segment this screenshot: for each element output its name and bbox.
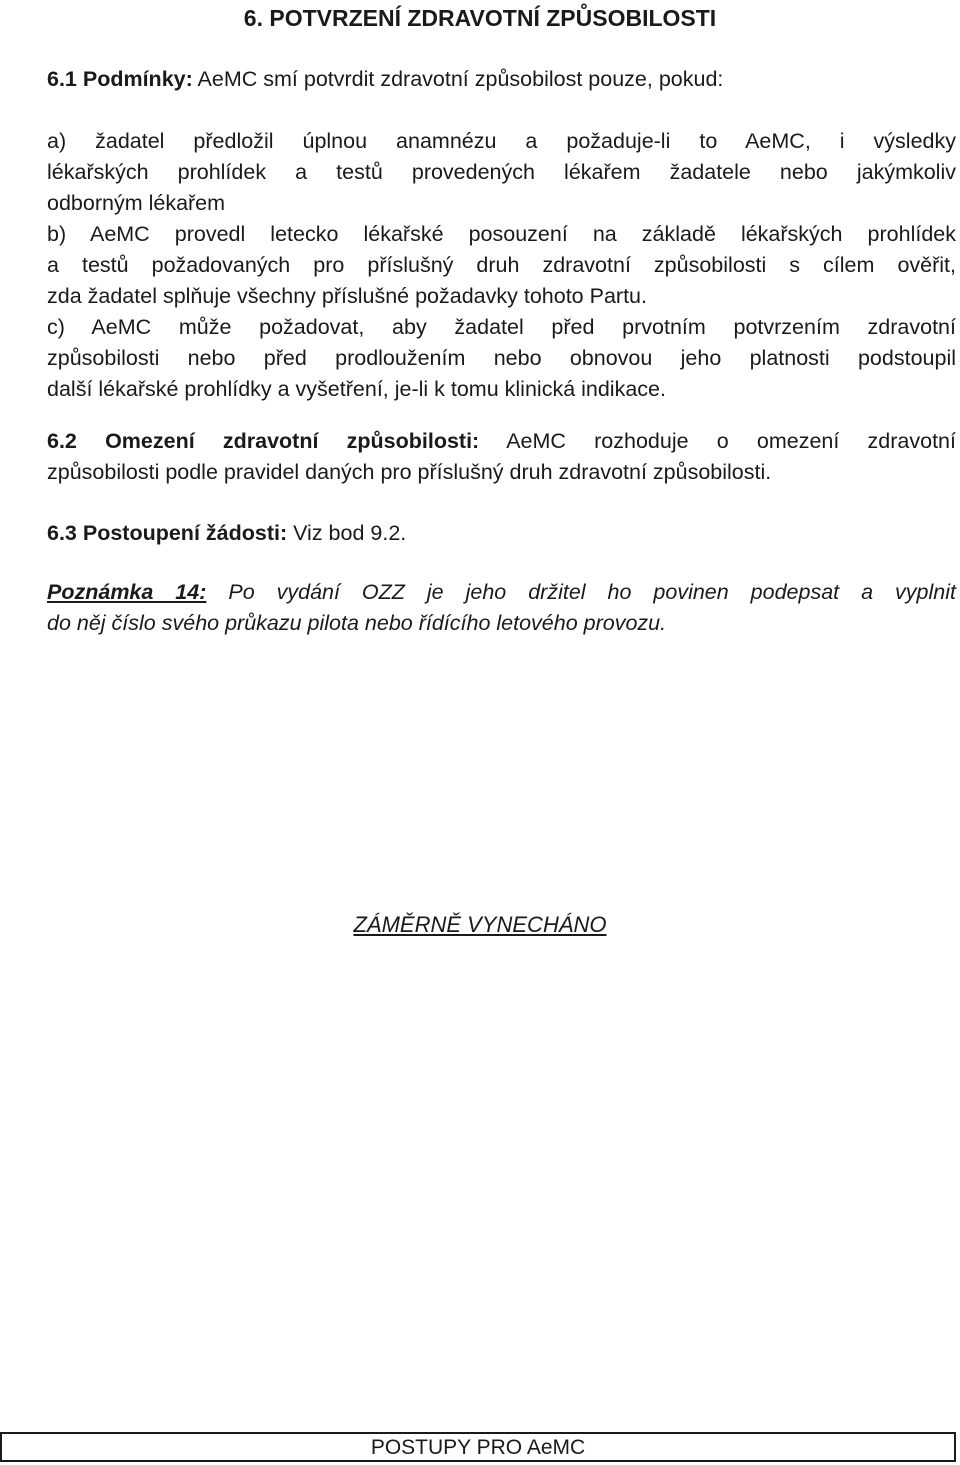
section-6-1-label: 6.1 Podmínky:	[47, 67, 193, 91]
section-6-2-label: 6.2 Omezení zdravotní způsobilosti:	[47, 429, 480, 453]
section-6-1-conditions	[47, 126, 956, 405]
page-footer: POSTUPY PRO AeMC	[0, 1432, 956, 1462]
paragraph-line: odborným lékařem	[47, 191, 226, 215]
intentionally-omitted-text: ZÁMĚRNĚ VYNECHÁNO	[353, 912, 607, 937]
section-6-3-text: Viz bod 9.2.	[287, 521, 407, 545]
paragraph-line: b) AeMC provedl letecko lékařské posouzení na základě lékařských prohlídek	[47, 222, 956, 246]
note-14-label: Poznámka 14:	[47, 580, 207, 604]
paragraph-line: zda žadatel splňuje všechny příslušné požadavky tohoto Partu.	[47, 284, 647, 308]
section-6-2-text: AeMC rozhoduje o omezení zdravotní	[479, 429, 956, 453]
paragraph-line: způsobilosti nebo před prodloužením nebo obnovou jeho platnosti podstoupil	[47, 346, 956, 370]
paragraph-line: a testů požadovaných pro příslušný druh zdravotní způsobilosti s cílem ověřit,	[47, 253, 956, 277]
section-6-1-heading	[47, 64, 956, 95]
paragraph-line: a) žadatel předložil úplnou anamnézu a požaduje-li to AeMC, i výsledky	[47, 129, 956, 153]
paragraph-line: lékařských prohlídek a testů provedených lékařem žadatele nebo jakýmkoliv	[47, 160, 956, 184]
paragraph-line: c) AeMC může požadovat, aby žadatel před prvotním potvrzením zdravotní	[47, 315, 956, 339]
note-14-text: Po vydání OZZ je jeho držitel ho povinen podepsat a vyplnit	[206, 580, 956, 604]
note-14-text-cont: do něj číslo svého průkazu pilota nebo řídícího letového provozu.	[47, 611, 667, 635]
section-6-3-label: 6.3 Postoupení žádosti:	[47, 521, 288, 545]
section-6-2-text-cont: způsobilosti podle pravidel daných pro příslušný druh zdravotní způsobilosti.	[47, 460, 772, 484]
section-6-3	[47, 518, 956, 549]
note-14	[47, 577, 956, 639]
page-title: 6. POTVRZENÍ ZDRAVOTNÍ ZPŮSOBILOSTI	[243, 5, 717, 31]
paragraph-line: další lékařské prohlídky a vyšetření, je-li k tomu klinická indikace.	[47, 377, 666, 401]
section-6-2	[47, 426, 956, 488]
section-6-1-heading-text: AeMC smí potvrdit zdravotní způsobilost pouze, pokud:	[192, 67, 724, 91]
